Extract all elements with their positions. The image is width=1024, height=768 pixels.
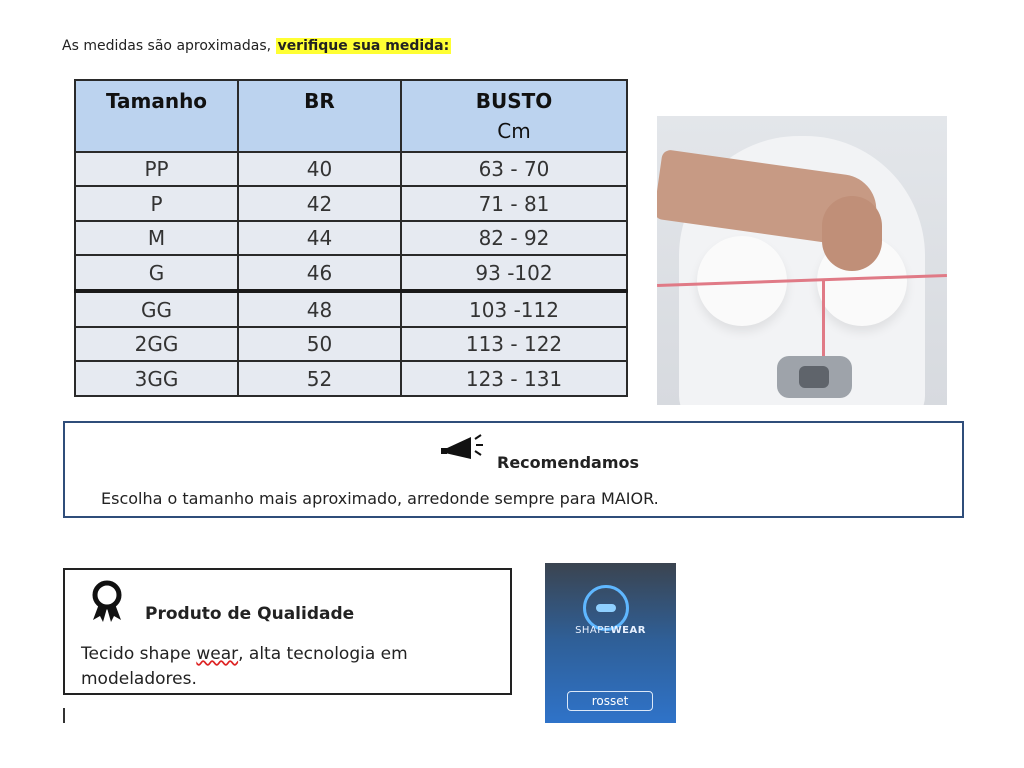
cell-br: 46 — [238, 255, 401, 291]
shapewear-tag-image — [545, 563, 676, 723]
table-row — [75, 221, 627, 255]
cell-tamanho: PP — [75, 152, 238, 186]
table-row — [75, 152, 627, 186]
quality-text-part1: Tecido shape — [81, 644, 197, 664]
cell-br: 50 — [238, 327, 401, 361]
size-table — [74, 79, 628, 397]
header-br: BR — [238, 80, 401, 152]
intro-highlight: verifique sua medida: — [277, 38, 450, 54]
cell-br: 52 — [238, 361, 401, 396]
cell-tamanho: P — [75, 186, 238, 220]
cell-br: 42 — [238, 186, 401, 220]
header-busto — [401, 80, 627, 152]
cell-busto: 103 -112 — [401, 291, 627, 327]
measuring-tape-hanging — [822, 281, 825, 361]
cell-tamanho: G — [75, 255, 238, 291]
recommendation-title: Recomendamos — [497, 453, 639, 472]
cell-busto: 93 -102 — [401, 255, 627, 291]
cell-br: 44 — [238, 221, 401, 255]
intro-plain: As medidas são aproximadas, — [62, 38, 276, 54]
tape-reel — [777, 356, 852, 398]
table-row — [75, 361, 627, 396]
measuring-hand — [822, 196, 882, 271]
text-cursor — [63, 708, 65, 723]
table-row — [75, 291, 627, 327]
header-tamanho: Tamanho — [75, 80, 238, 152]
measuring-bust-photo — [657, 116, 947, 405]
cell-busto: 71 - 81 — [401, 186, 627, 220]
tag-rosset-logo: rosset — [567, 691, 653, 711]
cell-tamanho: GG — [75, 291, 238, 327]
intro-text — [62, 38, 451, 54]
cell-tamanho: 3GG — [75, 361, 238, 396]
header-busto-unit: Cm — [497, 119, 531, 143]
cell-busto: 123 - 131 — [401, 361, 627, 396]
tag-brand — [545, 625, 676, 636]
table-row — [75, 255, 627, 291]
cell-busto: 63 - 70 — [401, 152, 627, 186]
recommendation-box — [63, 421, 964, 518]
quality-text — [81, 642, 491, 692]
cell-br: 48 — [238, 291, 401, 327]
quality-text-part2: , alta tecnologia em modeladores. — [81, 644, 408, 689]
award-ribbon-icon — [89, 580, 129, 624]
megaphone-icon — [441, 431, 489, 467]
quality-title: Produto de Qualidade — [145, 604, 355, 624]
quality-text-misspelled: wear — [196, 644, 239, 664]
quality-box — [63, 568, 512, 695]
table-row — [75, 327, 627, 361]
tag-brand-bold: WEAR — [610, 625, 646, 636]
header-busto-title: BUSTO — [475, 89, 553, 113]
cell-tamanho: 2GG — [75, 327, 238, 361]
tag-brand-light: SHAPE — [575, 625, 611, 636]
cell-busto: 82 - 92 — [401, 221, 627, 255]
cell-busto: 113 - 122 — [401, 327, 627, 361]
size-table-header — [75, 80, 627, 152]
recommendation-text: Escolha o tamanho mais aproximado, arredonde sempre para MAIOR. — [101, 489, 659, 508]
table-row — [75, 186, 627, 220]
cell-tamanho: M — [75, 221, 238, 255]
cell-br: 40 — [238, 152, 401, 186]
